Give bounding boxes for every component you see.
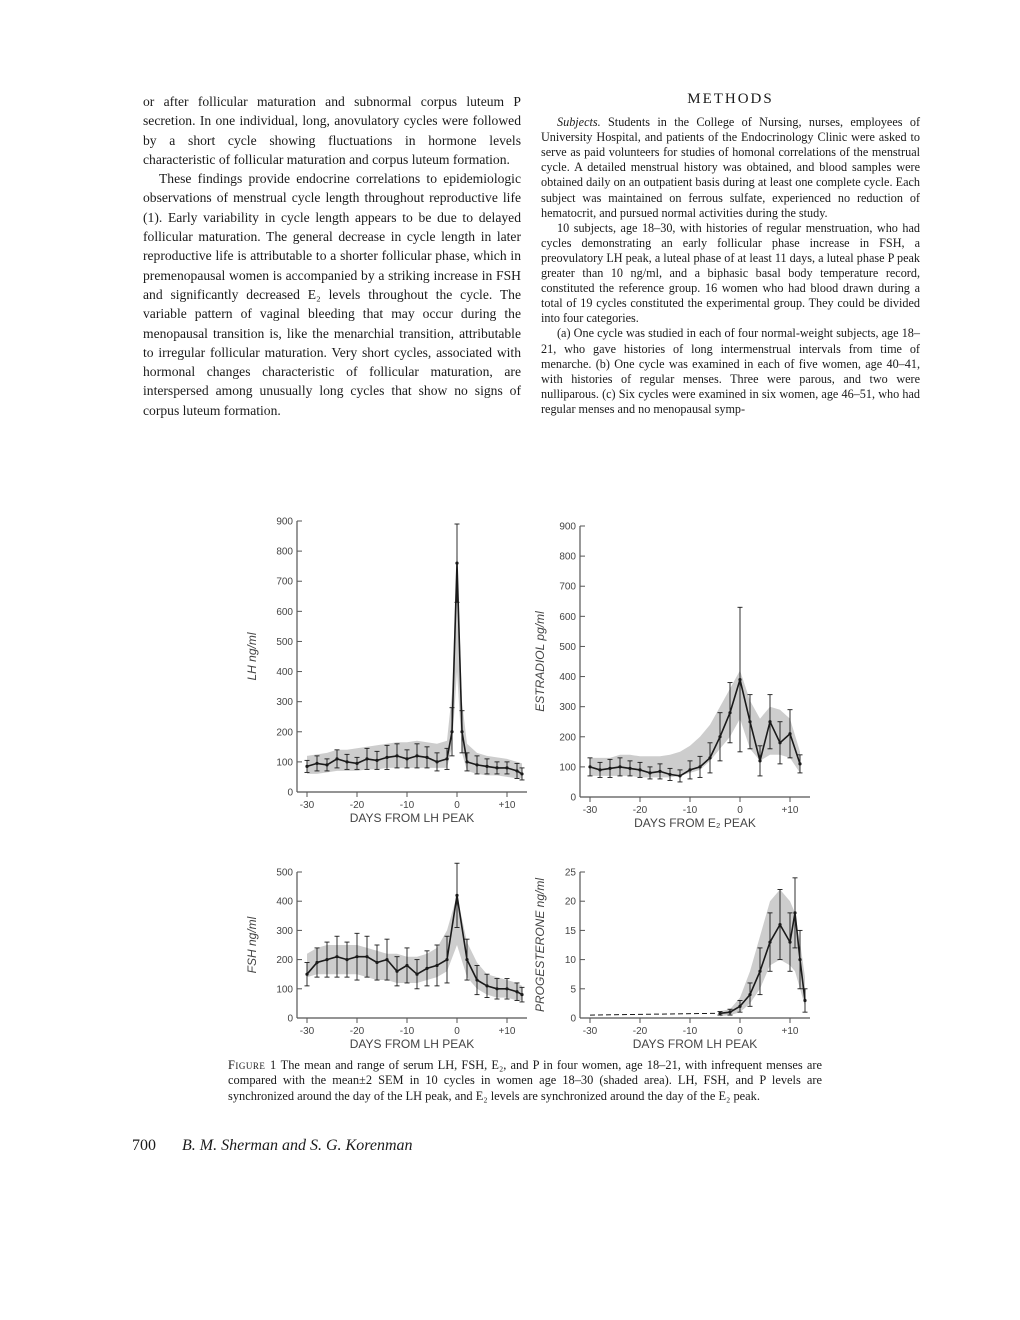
x-tick-label: +10 (498, 800, 516, 811)
data-point (618, 765, 621, 768)
data-point (305, 765, 308, 768)
data-point (305, 973, 308, 976)
data-point (475, 978, 478, 981)
y-tick-label: 700 (559, 581, 576, 593)
data-point (415, 973, 418, 976)
data-point (435, 964, 438, 967)
y-tick-label: 300 (276, 697, 293, 709)
data-point (728, 1011, 731, 1014)
x-tick-label: -20 (632, 1026, 648, 1037)
y-tick-label: 400 (276, 667, 293, 679)
data-point (455, 894, 458, 897)
right-paragraph-2: 10 subjects, age 18–30, with histories of regular menstruation, who had cycles demonstrating an early follicular phase increase in FSH, a preovulatory LH peak, a luteal phase of at least 11 days, a luteal phase P peak greater than 10 ng/ml, and a biphasic basal body temperature record, constituted the reference group. 16 women who had blood drawn during a total of 19 cycles constituted the experimental group. They could be divided into four categories. (541, 220, 920, 326)
reference-band (720, 890, 805, 1017)
dashed-baseline (590, 1013, 715, 1015)
y-tick-label: 0 (570, 1013, 576, 1025)
data-point (758, 970, 761, 973)
x-tick-label: -30 (582, 1026, 598, 1037)
data-point (648, 771, 651, 774)
y-tick-label: 900 (559, 521, 576, 533)
y-tick-label: 100 (559, 762, 576, 774)
data-point (598, 768, 601, 771)
x-tick-label: +10 (498, 1026, 516, 1037)
reference-band (590, 671, 800, 778)
data-point (738, 1005, 741, 1008)
figure-label: Figure 1 (228, 1058, 277, 1072)
author-line: B. M. Sherman and S. G. Korenman (182, 1137, 413, 1154)
subjects-text: Students in the College of Nursing, nurses, employees of University Hospital, and patients of the Endocrinology Clinic were asked to serve as paid volunteers for studies of homonal correlations of the menstrual cycle. A detailed menstrual history was obtained, and blood samples were obtained daily on an outpatient basis during at least one complete cycle. Each subject was maintained on ferrous sulfate, experienced no reduction of hematocrit, and pursued normal activities during the study. (541, 115, 920, 220)
data-point (638, 768, 641, 771)
data-point (798, 762, 801, 765)
y-axis-label: ESTRADIOL pg/ml (533, 611, 547, 712)
caption-text: The mean and range of serum LH, FSH, E₂, and P in four women, age 18–21, with infrequent menses are compared with the mean±2 SEM in 10 cycles in women age 18–30 (shaded area). LH, FSH, and P levels are synchronized around the day of the LH peak, and E₂ levels are synchronized around the day of the E₂ peak. (228, 1058, 822, 1103)
data-point (325, 763, 328, 766)
data-point (688, 768, 691, 771)
data-point (748, 720, 751, 723)
y-tick-label: 25 (564, 867, 576, 879)
data-point (355, 955, 358, 958)
y-tick-label: 200 (276, 727, 293, 739)
data-point (455, 562, 458, 565)
fsh-chart (240, 855, 530, 1050)
x-tick-label: -30 (299, 800, 315, 811)
x-tick-label: 0 (737, 1026, 743, 1037)
x-tick-label: -30 (582, 805, 598, 816)
data-point (718, 1012, 721, 1015)
data-point (395, 970, 398, 973)
y-tick-label: 800 (276, 546, 293, 558)
y-tick-label: 100 (276, 757, 293, 769)
data-point (658, 770, 661, 773)
data-point (465, 958, 468, 961)
data-point (520, 772, 523, 775)
y-axis-label: FSH ng/ml (245, 916, 259, 974)
figure-caption (228, 1058, 822, 1104)
y-tick-label: 200 (276, 955, 293, 967)
data-point (758, 759, 761, 762)
data-point (718, 735, 721, 738)
data-point (315, 961, 318, 964)
lh-chart (240, 510, 530, 835)
x-axis-label: DAYS FROM E₂ PEAK (634, 816, 756, 830)
y-tick-label: 400 (276, 896, 293, 908)
x-tick-label: 0 (454, 1026, 460, 1037)
data-point (778, 923, 781, 926)
data-point (588, 765, 591, 768)
data-point (365, 757, 368, 760)
data-point (415, 754, 418, 757)
data-point (698, 765, 701, 768)
data-point (520, 993, 523, 996)
data-point (788, 732, 791, 735)
subjects-label: Subjects. (557, 115, 601, 130)
y-tick-label: 600 (276, 606, 293, 618)
y-tick-label: 300 (276, 925, 293, 937)
y-tick-label: 800 (559, 551, 576, 563)
data-point (793, 911, 796, 914)
data-point (668, 773, 671, 776)
y-axis-label: LH ng/ml (245, 632, 259, 681)
x-tick-label: -10 (399, 1026, 415, 1037)
x-tick-label: -10 (399, 800, 415, 811)
x-tick-label: +10 (781, 805, 799, 816)
data-point (450, 730, 453, 733)
data-point (385, 958, 388, 961)
x-tick-label: -10 (682, 805, 698, 816)
data-point (495, 766, 498, 769)
data-point (460, 730, 463, 733)
x-tick-label: 0 (737, 805, 743, 816)
data-point (475, 763, 478, 766)
data-point (345, 760, 348, 763)
methods-heading: METHODS (687, 91, 774, 107)
y-tick-label: 500 (276, 636, 293, 648)
x-tick-label: +10 (781, 1026, 799, 1037)
data-point (628, 767, 631, 770)
data-point (798, 958, 801, 961)
data-point (335, 757, 338, 760)
y-tick-label: 0 (570, 792, 576, 804)
data-point (405, 964, 408, 967)
data-point (385, 756, 388, 759)
data-point (778, 741, 781, 744)
y-tick-label: 0 (287, 1013, 293, 1025)
right-paragraph-1 (541, 115, 920, 221)
x-tick-label: -20 (349, 1026, 365, 1037)
right-column (541, 92, 920, 417)
y-tick-label: 300 (559, 702, 576, 714)
y-tick-label: 20 (564, 896, 576, 908)
data-point (445, 958, 448, 961)
x-axis-label: DAYS FROM LH PEAK (632, 1037, 758, 1051)
data-point (375, 759, 378, 762)
data-point (335, 955, 338, 958)
data-point (445, 757, 448, 760)
data-point (608, 767, 611, 770)
left-column (143, 92, 521, 420)
reference-band (307, 551, 522, 778)
reference-band (307, 895, 522, 1000)
data-point (748, 993, 751, 996)
page-footer (132, 1137, 413, 1155)
data-point (375, 961, 378, 964)
y-tick-label: 10 (564, 955, 576, 967)
data-point (405, 757, 408, 760)
data-point (515, 990, 518, 993)
left-paragraph-1: or after follicular maturation and subnormal corpus luteum P secretion. In one individual, long, anovulatory cycles were followed by a short cycle showing fluctuations in hormone levels characteristic of follicular maturation and corpus luteum formation. (143, 94, 521, 167)
y-tick-label: 0 (287, 787, 293, 799)
data-point (315, 762, 318, 765)
y-tick-label: 500 (276, 867, 293, 879)
data-point (708, 756, 711, 759)
data-point (365, 955, 368, 958)
x-tick-label: -10 (682, 1026, 698, 1037)
y-tick-label: 5 (570, 984, 576, 996)
data-point (425, 756, 428, 759)
data-point (678, 774, 681, 777)
x-tick-label: -30 (299, 1026, 315, 1037)
right-paragraph-3: (a) One cycle was studied in each of four normal-weight subjects, age 18–21, who gave histories of long intermenstrual intervals from time of menarche. (b) One cycle was examined in each of five women, age 40–41, with histories of regular menses. Three were parous, and two were nulliparous. (c) Six cycles were examined in six women, age 46–51, who had regular menses and no menopausal symp- (541, 326, 920, 416)
data-point (435, 760, 438, 763)
data-point (505, 766, 508, 769)
data-point (788, 940, 791, 943)
y-tick-label: 400 (559, 672, 576, 684)
x-axis-label: DAYS FROM LH PEAK (349, 1037, 475, 1051)
y-axis-label: PROGESTERONE ng/ml (533, 877, 547, 1013)
page-number: 700 (132, 1137, 156, 1154)
y-tick-label: 100 (276, 984, 293, 996)
data-point (425, 967, 428, 970)
y-tick-label: 200 (559, 732, 576, 744)
y-tick-label: 15 (564, 925, 576, 937)
x-tick-label: 0 (454, 800, 460, 811)
x-tick-label: -20 (632, 805, 648, 816)
data-point (768, 720, 771, 723)
data-point (768, 940, 771, 943)
data-point (465, 760, 468, 763)
data-point (395, 754, 398, 757)
data-point (803, 999, 806, 1002)
data-point (325, 958, 328, 961)
data-point (738, 678, 741, 681)
left-paragraph-2: These findings provide endocrine correlations to epidemiologic observations of menstrual cycle length throughout reproductive life (1). Early variability in cycle length appears to be due to delayed follicular maturation. The general decrease in cycle length in later reproductive life is attributable to a shorter follicular phase, which in premenopausal women is accompanied by a striking increase in FSH and significantly decreased E₂ levels throughout the cycle. The variable pattern of vaginal bleeding that may occur during the menopausal transition is, like the menarchial transition, attributable to irregular follicular maturation. Very short cycles, associated with hormonal changes characteristic of follicular maturation, are interspersed among unusually long cycles that show no signs of corpus luteum formation. (143, 171, 521, 418)
x-axis-label: DAYS FROM LH PEAK (349, 811, 475, 825)
x-tick-label: -20 (349, 800, 365, 811)
progesterone-chart (528, 855, 818, 1050)
data-point (495, 987, 498, 990)
y-tick-label: 700 (276, 576, 293, 588)
y-tick-label: 500 (559, 641, 576, 653)
data-point (505, 987, 508, 990)
data-point (355, 762, 358, 765)
data-point (485, 984, 488, 987)
y-tick-label: 600 (559, 611, 576, 623)
data-point (728, 711, 731, 714)
data-point (345, 958, 348, 961)
data-point (515, 769, 518, 772)
data-point (485, 765, 488, 768)
estradiol-chart (528, 515, 818, 835)
y-tick-label: 900 (276, 516, 293, 528)
